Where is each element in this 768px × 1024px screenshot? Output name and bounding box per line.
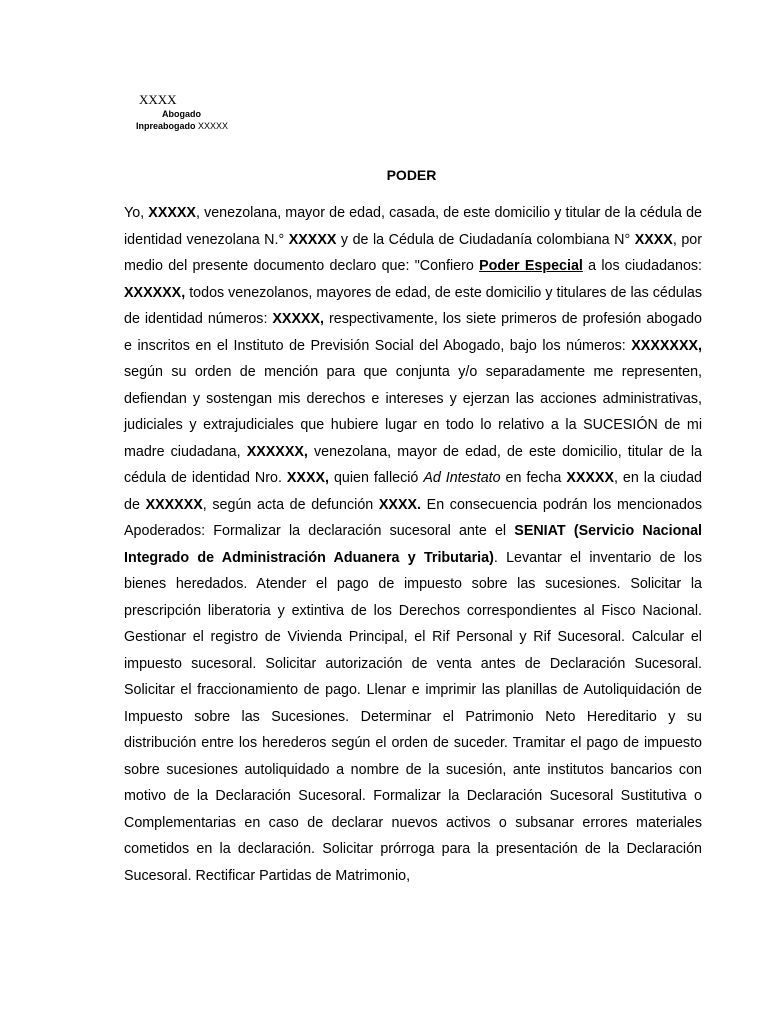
body-run: , en la ciudad de	[124, 470, 702, 513]
document-body	[124, 200, 702, 889]
body-run: XXXX.	[378, 496, 422, 513]
lawyer-name: XXXX	[139, 92, 177, 107]
body-run: XXXX,	[286, 470, 329, 486]
body-run: XXXX	[634, 231, 673, 248]
body-run: . Levantar el inventario de los bienes heredados. Atender el pago de impuesto sobre las sucesiones. Solicitar la prescripción liberatoria y extintiva de los Derechos correspondientes al Fisco Nacional. Gestionar el registro de Vivienda Principal, el Rif Personal y Rif Sucesoral. Calcular el impuesto sucesoral. Solicitar autorización de venta antes de Declaración Sucesoral. Solicitar el fraccionamiento de pago. Llenar e imprimir las planillas de Autoliquidación de Impuesto sobre las Sucesiones. Determinar el Patrimonio Neto Hereditario y su distribución entre los herederos según el orden de suceder. Tramitar el pago de impuesto sobre sucesiones autoliquidado a nombre de la sucesión, ante institutos bancarios con motivo de la Declaración Sucesoral. Formalizar la Declaración Sucesoral Sustitutiva o Complementarias en caso de declarar nuevos activos o subsanar errores materiales cometidos en la declaración. Solicitar prórroga para la presentación de la Declaración Sucesoral. Rectificar Partidas de Matrimonio,	[124, 549, 702, 884]
body-run: según su orden de mención para que conjunta y/o separadamente me representen, defiendan y sostengan mis derechos e intereses y ejerzan las acciones administrativas, judiciales y extrajudiciales que hubiere lugar en todo lo relativo a la SUCESIÓN de mi madre ciudadana,	[124, 364, 702, 460]
body-run: XXXXX	[148, 205, 196, 221]
body-run: y de la Cédula de Ciudadanía colombiana N°	[336, 231, 635, 248]
body-run: Ad Intestato	[423, 470, 501, 486]
body-run: En consecuencia podrán los mencionados Apoderados: Formalizar la declaración sucesoral ante el	[124, 496, 703, 539]
body-run: todos venezolanos, mayores de edad, de este domicilio y titulares de las cédulas de identidad números:	[124, 284, 702, 327]
body-run: , según acta de defunción	[202, 496, 379, 513]
inpreabogado-registration	[136, 121, 228, 131]
body-run: SENIAT (Servicio Nacional Integrado de Administración Aduanera y Tributaria)	[124, 523, 702, 566]
body-run: quien falleció	[329, 470, 424, 486]
letterhead	[0, 0, 768, 140]
body-run: XXXXX	[566, 470, 615, 486]
body-run: Poder Especial	[479, 258, 583, 274]
registration-number: XXXXX	[198, 121, 229, 131]
body-run: XXXXXX	[145, 496, 203, 513]
document-title: PODER	[386, 167, 437, 183]
registration-label: Inpreabogado	[136, 121, 196, 131]
body-run: respectivamente, los siete primeros de profesión abogado e inscritos en el Instituto de Previsión Social del Abogado, bajo los números:	[124, 311, 702, 354]
body-run: , venezolana, mayor de edad, casada, de este domicilio y titular de la cédula de identidad venezolana N.°	[124, 205, 703, 248]
body-run: XXXXX	[288, 231, 337, 248]
body-run: a los ciudadanos:	[582, 258, 703, 274]
body-run: XXXXX,	[272, 311, 325, 327]
body-run: venezolana, mayor de edad, de este domicilio, titular de la cédula de identidad Nro.	[124, 443, 702, 486]
body-run: , por medio del presente documento declaro que: "Confiero	[124, 231, 702, 274]
body-run: XXXXXX,	[246, 443, 308, 460]
body-run: XXXXXX,	[124, 284, 186, 301]
body-run: en fecha	[500, 470, 567, 486]
lawyer-title: Abogado	[162, 109, 201, 119]
body-run: XXXXXXX,	[631, 337, 702, 354]
body-run: Yo,	[124, 205, 149, 221]
